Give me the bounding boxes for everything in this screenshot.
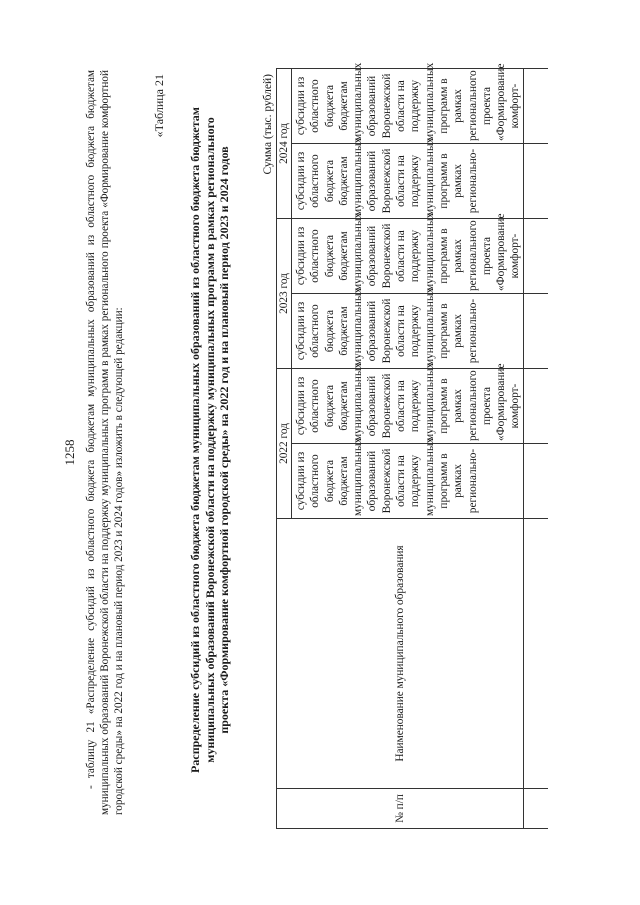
- page-number: 1258: [62, 439, 77, 466]
- table-label: «Таблица 21: [152, 74, 166, 138]
- subsidy-table: [276, 62, 548, 829]
- year-header-2024: 2024 год: [277, 69, 292, 219]
- table-title: Распределение субсидий из областного бюджета бюджетам муниципальных образований из областного бюджета бюджетам муниципальных образований Воронежской области на поддержку муниципальных программ в рамках регионального проекта «Формирование комфортной городской среды» на 2022 год и на плановый период 2023 и 2024 годов: [188, 107, 231, 773]
- subheader-cell: субсидии из областного бюджета бюджетам муниципальных образований Воронежской области на поддержку муниципальных программ в рамках регионально-: [292, 294, 524, 369]
- year-header-2022: 2022 год: [277, 369, 292, 519]
- subheader-cell: субсидии из областного бюджета бюджетам муниципальных образований Воронежской области на поддержку муниципальных программ в рамках регионально-: [292, 144, 524, 219]
- subheader-cell: субсидии из областного бюджета бюджетам муниципальных образований Воронежской области на поддержку муниципальных программ в рамках регионального проекта «Формирование комфорт-: [292, 369, 524, 444]
- subheader-cell: субсидии из областного бюджета бюджетам муниципальных образований Воронежской области на поддержку муниципальных программ в рамках регионального проекта «Формирование комфорт-: [292, 219, 524, 294]
- intro-paragraph: - таблицу 21 «Распределение субсидий из областного бюджета бюджетам муниципальных образований из областного бюджета бюджетам муниципальных образований Воронежской области на поддержку муниципальных программ в рамках регионального проекта «Формирование комфортной городской среды» на 2022 год и на плановый период 2023 и 2024 годов» изложить в следующей редакции:: [85, 70, 126, 815]
- subheader-cell: субсидии из областного бюджета бюджетам муниципальных образований Воронежской области на поддержку муниципальных программ в рамках регионально-: [292, 444, 524, 519]
- subheader-cell: субсидии из областного бюджета бюджетам муниципальных образований Воронежской области на поддержку муниципальных программ в рамках регионального проекта «Формирование комфорт-: [292, 69, 524, 144]
- year-header-2023: 2023 год: [277, 219, 292, 369]
- table-row: [523, 69, 548, 829]
- col-header-name: Наименование муниципального образования: [277, 519, 524, 789]
- units-label: Сумма (тыс. рублей): [262, 74, 274, 175]
- col-header-number: № п/п: [277, 789, 524, 829]
